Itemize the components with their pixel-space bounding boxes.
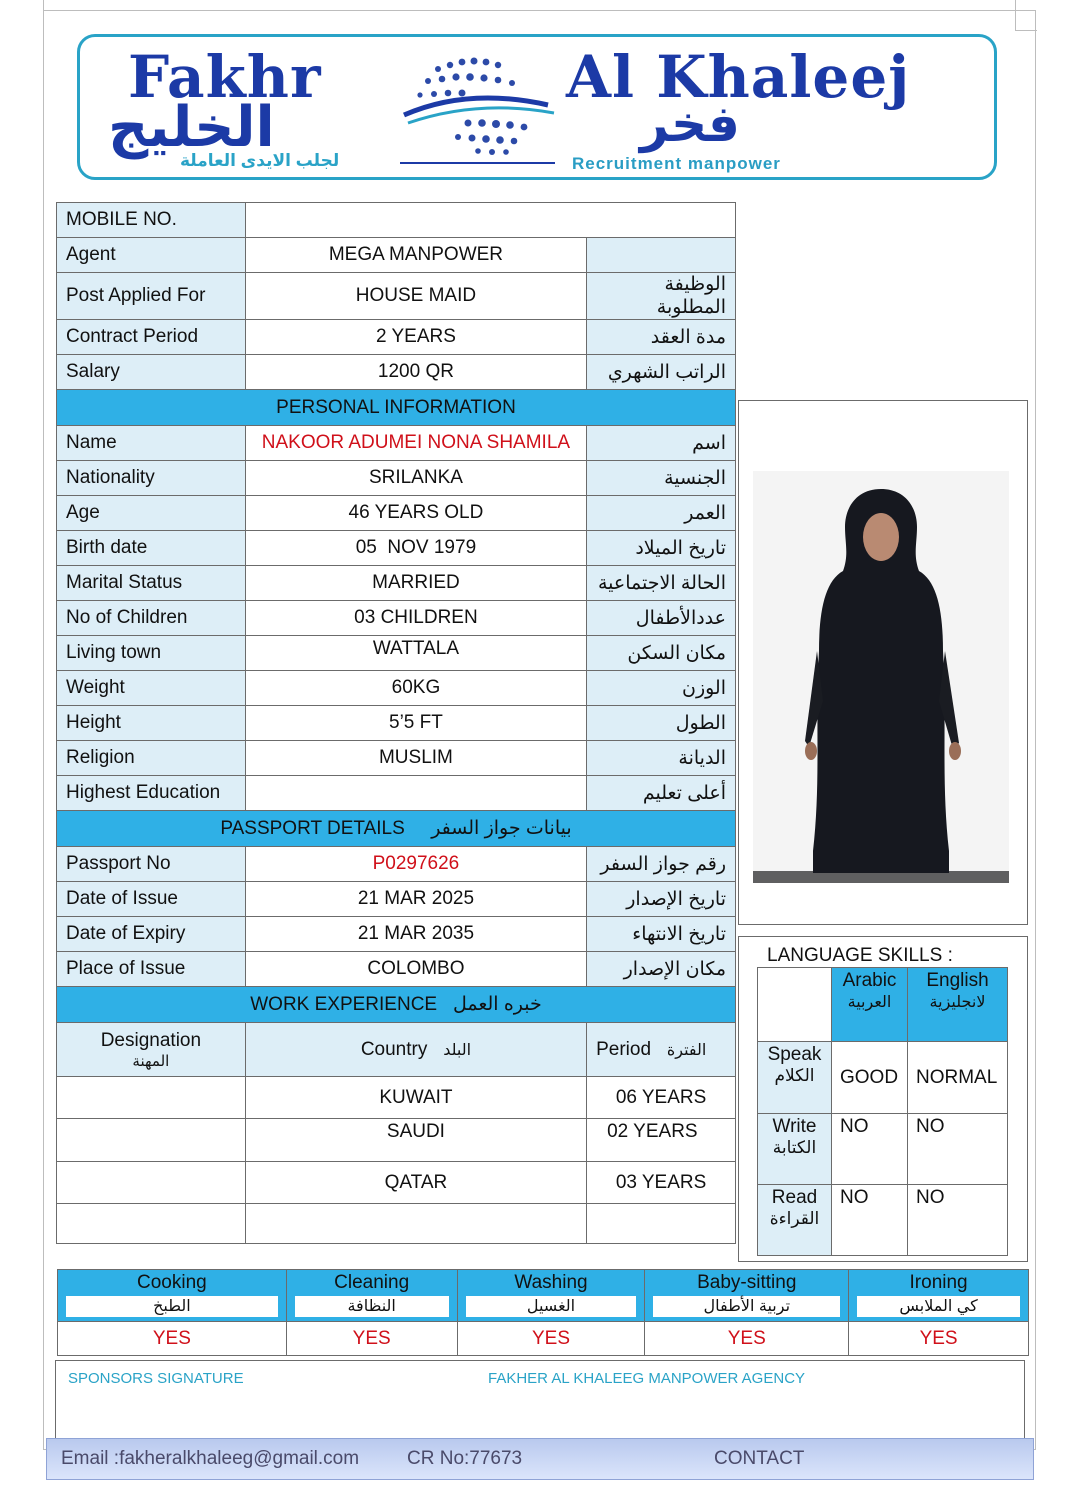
section-title-en: PASSPORT DETAILS: [220, 818, 405, 839]
row-label-ar: الكتابة: [772, 1138, 817, 1157]
header-en: English: [926, 970, 989, 991]
skill-name-en: Ironing: [909, 1272, 968, 1293]
language-header-row: [758, 968, 1008, 1042]
skill-value: YES: [849, 1322, 1029, 1356]
row-value: 60KG: [245, 671, 586, 706]
skill-name-ar: الطبخ: [66, 1296, 278, 1317]
skills-table: [57, 1269, 1029, 1356]
language-value: NO: [908, 1114, 1008, 1185]
header-ar: المهنة: [132, 1052, 170, 1070]
row-label: Weight: [57, 671, 246, 706]
logo-text-en: Al Khaleej: [566, 43, 911, 111]
header-ar: البلد: [443, 1041, 472, 1059]
row-label: Post Applied For: [57, 273, 246, 320]
row-value: 05 NOV 1979: [245, 531, 586, 566]
language-row: [758, 1042, 1008, 1114]
section-header: [57, 390, 736, 426]
work-row: [57, 1077, 736, 1119]
skill-name-en: Cooking: [137, 1272, 207, 1293]
skill-value: YES: [645, 1322, 849, 1356]
language-value: NO: [832, 1114, 908, 1185]
skill-name-en: Baby-sitting: [697, 1272, 797, 1293]
skill-header: [286, 1270, 457, 1322]
table-row: [57, 636, 736, 671]
language-row: [758, 1185, 1008, 1256]
work-row: [57, 1119, 736, 1162]
skill-name-en: Washing: [514, 1272, 588, 1293]
footer-cr-number: CR No:77673: [407, 1448, 523, 1469]
row-value: 21 MAR 2035: [245, 917, 586, 952]
row-value: MEGA MANPOWER: [245, 238, 586, 273]
sponsor-signature-label: SPONSORS SIGNATURE: [68, 1370, 244, 1387]
row-label-en: Speak: [767, 1044, 822, 1065]
section-header: [57, 811, 736, 847]
language-value: NO: [832, 1185, 908, 1256]
row-value: 2 YEARS: [245, 320, 586, 355]
language-value: NO: [908, 1185, 1008, 1256]
row-label-ar: تاريخ الميلاد: [587, 531, 736, 566]
work-header-designation: [57, 1023, 246, 1077]
table-row: [57, 741, 736, 776]
language-row-label: [758, 1185, 832, 1256]
table-row: [57, 776, 736, 811]
header-en: Period: [596, 1038, 652, 1060]
skill-header: [645, 1270, 849, 1322]
row-label: Name: [57, 426, 246, 461]
agency-signature-label: FAKHER AL KHALEEG MANPOWER AGENCY: [488, 1370, 806, 1387]
work-row: [57, 1204, 736, 1244]
work-header-row: [57, 1023, 736, 1077]
table-row: [57, 847, 736, 882]
language-value: NORMAL: [908, 1042, 1008, 1114]
language-row-label: [758, 1114, 832, 1185]
row-label: No of Children: [57, 601, 246, 636]
work-designation: [57, 1204, 246, 1244]
row-label-ar: الراتب الشهري: [587, 355, 736, 390]
row-label-ar: العمر: [587, 496, 736, 531]
person-silhouette-icon: [753, 481, 1009, 883]
logo-subtitle-en: Recruitment manpower: [572, 154, 781, 173]
work-country: KUWAIT: [245, 1077, 586, 1119]
row-label-ar: الديانة: [587, 741, 736, 776]
work-designation: [57, 1162, 246, 1204]
header-en: Arabic: [842, 970, 897, 991]
logo-text-ar: الخليج: [108, 95, 275, 160]
skill-header: [849, 1270, 1029, 1322]
logo-text-ar: فخر: [640, 95, 740, 153]
work-period: 02 YEARS: [587, 1119, 736, 1162]
work-designation: [57, 1119, 246, 1162]
row-label-ar: الطول: [587, 706, 736, 741]
row-label-en: Write: [772, 1116, 817, 1137]
row-label: MOBILE NO.: [57, 203, 246, 238]
table-row: [57, 496, 736, 531]
table-row: [57, 882, 736, 917]
row-value: [245, 776, 586, 811]
table-row: [57, 566, 736, 601]
logo-divider: [400, 162, 555, 164]
language-value: GOOD: [832, 1042, 908, 1114]
skill-header: [58, 1270, 287, 1322]
row-value: [245, 203, 735, 238]
footer-email: Email :fakheralkhaleeg@gmail.com: [61, 1448, 360, 1469]
header-ar: لانجليزية: [929, 994, 986, 1011]
row-label: Religion: [57, 741, 246, 776]
work-country: QATAR: [245, 1162, 586, 1204]
row-value: WATTALA: [245, 636, 586, 671]
work-row: [57, 1162, 736, 1204]
row-label-ar: رقم جواز السفر: [587, 847, 736, 882]
logo-dots-mark: [398, 47, 558, 159]
row-label: Place of Issue: [57, 952, 246, 987]
skills-value-row: [58, 1322, 1029, 1356]
row-label: Age: [57, 496, 246, 531]
work-period: [587, 1204, 736, 1244]
row-label-ar: مكان الإصدار: [587, 952, 736, 987]
skill-value: YES: [58, 1322, 287, 1356]
skill-name-ar: كي الملابس: [857, 1296, 1020, 1317]
row-label: Passport No: [57, 847, 246, 882]
row-label-ar: الكلام: [774, 1066, 815, 1085]
logo-text-en: Fakhr: [128, 43, 322, 111]
row-label-ar: القراءة: [769, 1209, 820, 1228]
row-value: 03 CHILDREN: [245, 601, 586, 636]
row-label: Highest Education: [57, 776, 246, 811]
row-label: Nationality: [57, 461, 246, 496]
row-label: Living town: [57, 636, 246, 671]
work-header-period: [587, 1023, 736, 1077]
logo-subtitle-ar: لجلب الايدى العاملة: [180, 151, 340, 170]
table-row: [57, 601, 736, 636]
language-row-label: [758, 1042, 832, 1114]
row-label-ar: مدة العقد: [587, 320, 736, 355]
header-ar: الفترة: [666, 1041, 707, 1059]
row-label-ar: الحالة الاجتماعية: [587, 566, 736, 601]
row-label: Date of Issue: [57, 882, 246, 917]
header-en: Country: [360, 1038, 428, 1060]
applicant-photo: [738, 400, 1028, 925]
row-label-ar: تاريخ الإصدار: [587, 882, 736, 917]
row-value: 1200 QR: [245, 355, 586, 390]
work-country: SAUDI: [245, 1119, 586, 1162]
language-skills-title: LANGUAGE SKILLS :: [767, 945, 953, 966]
language-col-arabic: [832, 968, 908, 1042]
section-title-en: WORK EXPERIENCE: [250, 994, 438, 1015]
row-label: Contract Period: [57, 320, 246, 355]
applicant-info-table: [56, 202, 736, 1244]
skill-name-ar: النظافة: [295, 1296, 449, 1317]
row-value: SRILANKA: [245, 461, 586, 496]
table-row: [57, 531, 736, 566]
header-ar: العربية: [847, 994, 892, 1011]
language-col-english: [908, 968, 1008, 1042]
row-label-ar: عددالأطفال: [587, 601, 736, 636]
crop-mark: [1015, 0, 1038, 30]
footer-bar: [46, 1438, 1034, 1480]
section-title-passport: [57, 811, 736, 847]
row-label-ar: الوزن: [587, 671, 736, 706]
row-label: Height: [57, 706, 246, 741]
language-row: [758, 1114, 1008, 1185]
section-title-ar: بيانات جواز السفر: [431, 818, 572, 839]
row-value: 46 YEARS OLD: [245, 496, 586, 531]
work-period: 06 YEARS: [587, 1077, 736, 1119]
crop-mark: [1015, 30, 1037, 31]
row-label-ar: [587, 238, 736, 273]
header-en: Designation: [100, 1029, 202, 1051]
language-skills-table: [757, 967, 1008, 1256]
table-row: [57, 952, 736, 987]
language-skills-panel: [738, 936, 1028, 1262]
signature-box: [55, 1360, 1025, 1440]
skill-value: YES: [457, 1322, 645, 1356]
work-country: [245, 1204, 586, 1244]
section-title-ar: خبره العمل: [452, 994, 542, 1015]
row-value: MUSLIM: [245, 741, 586, 776]
table-row: [57, 355, 736, 390]
table-row: [57, 671, 736, 706]
row-label-ar: اسم: [587, 426, 736, 461]
skill-header: [457, 1270, 645, 1322]
row-label-ar: أعلى تعليم: [587, 776, 736, 811]
table-row: [57, 426, 736, 461]
table-row: [57, 320, 736, 355]
row-label: Date of Expiry: [57, 917, 246, 952]
row-label-ar: الجنسية: [587, 461, 736, 496]
table-row: [57, 238, 736, 273]
crop-mark: [43, 10, 63, 11]
skill-name-ar: الغسيل: [466, 1296, 637, 1317]
row-label-en: Read: [771, 1187, 818, 1208]
row-label-ar: الوظيفة المطلوبة: [587, 273, 736, 320]
row-value: 21 MAR 2025: [245, 882, 586, 917]
section-title-work: [57, 987, 736, 1023]
section-title-personal: PERSONAL INFORMATION: [57, 390, 736, 426]
skill-name-en: Cleaning: [334, 1272, 410, 1293]
applicant-name: NAKOOR ADUMEI NONA SHAMILA: [245, 426, 586, 461]
crop-mark: [43, 0, 66, 10]
row-value: HOUSE MAID: [245, 273, 586, 320]
work-period: 03 YEARS: [587, 1162, 736, 1204]
footer-contact: CONTACT: [714, 1448, 805, 1469]
row-label: Birth date: [57, 531, 246, 566]
table-row: [57, 461, 736, 496]
table-row: [57, 917, 736, 952]
row-value: 5’5 FT: [245, 706, 586, 741]
row-value: COLOMBO: [245, 952, 586, 987]
row-label: Agent: [57, 238, 246, 273]
skills-header-row: [58, 1270, 1029, 1322]
row-label-ar: مكان السكن: [587, 636, 736, 671]
skill-name-ar: تربية الأطفال: [653, 1296, 840, 1317]
skill-value: YES: [286, 1322, 457, 1356]
row-value: MARRIED: [245, 566, 586, 601]
work-designation: [57, 1077, 246, 1119]
empty-corner-cell: [758, 968, 832, 1042]
section-header: [57, 987, 736, 1023]
table-row: [57, 203, 736, 238]
work-header-country: [245, 1023, 586, 1077]
table-row: [57, 706, 736, 741]
passport-number: P0297626: [245, 847, 586, 882]
company-logo: [77, 34, 997, 180]
row-label: Marital Status: [57, 566, 246, 601]
row-label: Salary: [57, 355, 246, 390]
row-label-ar: تاريخ الانتهاء: [587, 917, 736, 952]
table-row: [57, 273, 736, 320]
